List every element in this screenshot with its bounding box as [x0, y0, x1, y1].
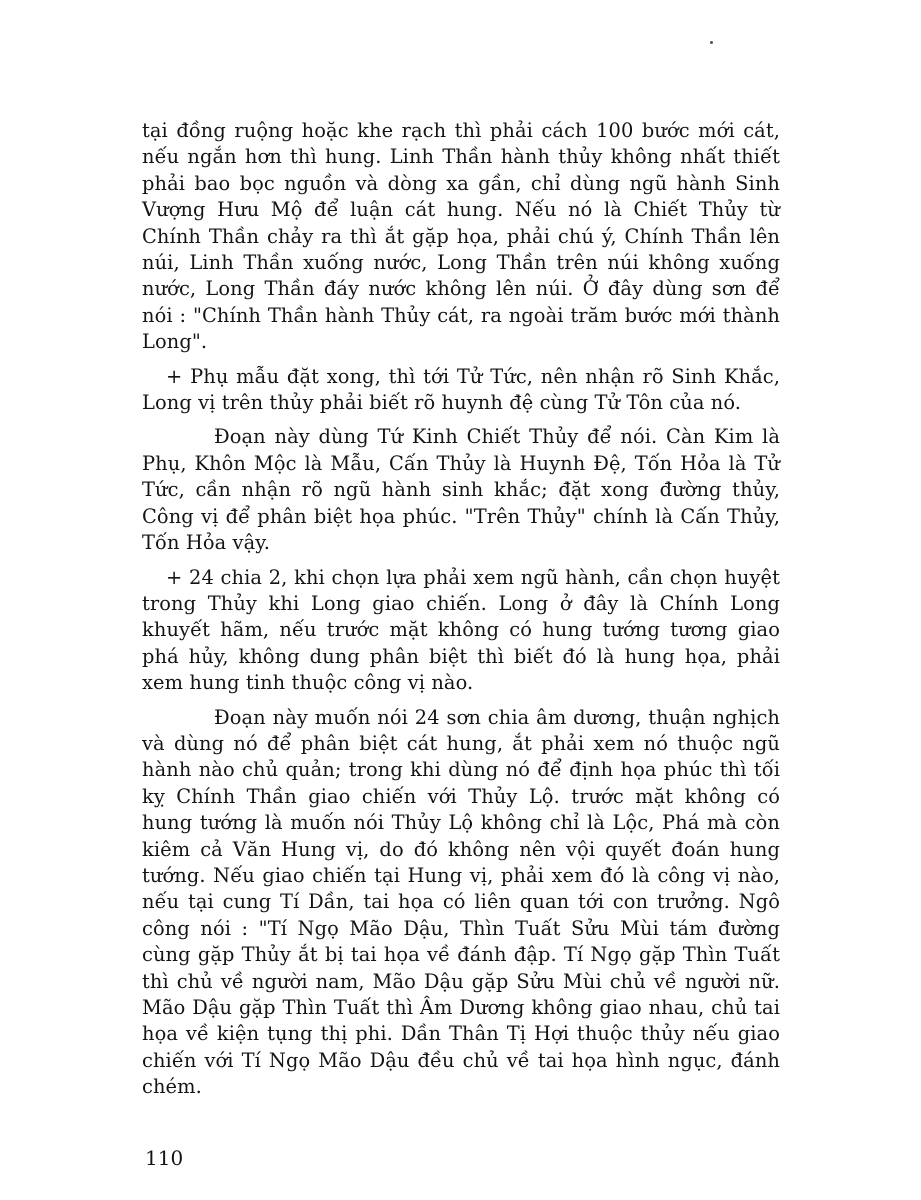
paragraph-commentary-four-directions: Đoạn này dùng Tứ Kinh Chiết Thủy để nói. Càn Kim là Phụ, Khôn Mộc là Mẫu, Cấn Thủy là Huynh Đệ, Tốn Hỏa là Tử Tức, cần nhận rõ ngũ hành sinh khắc; đặt xong đường thủy, Công vị để phân biệt họa phúc. "Trên Thủy" chính là Cấn Thủy, Tốn Hỏa vậy.: [142, 425, 780, 555]
paragraph-commentary-yin-yang: Đoạn này muốn nói 24 sơn chia âm dương, thuận nghịch và dùng nó để phân biệt cát hung, ắt phải xem nó thuộc ngũ hành nào chủ quản; trong khi dùng nó để định họa phúc thì tối kỵ Chính Thần giao chiến với Thủy Lộ. trước mặt không có hung tướng là muốn nói Thủy Lộ không chỉ là Lộc, Phá mà còn kiêm cả Văn Hung vị, do đó không nên vội quyết đoán hung tướng. Nếu giao chiến tại Hung vị, phải xem đó là công vị nào, nếu tại cung Tí Dần, tai họa có liên quan tới con trưởng. Ngô công nói : "Tí Ngọ Mão Dậu, Thìn Tuất Sửu Mùi tám đường cùng gặp Thủy ắt bị tai họa về đánh đập. Tí Ngọ gặp Thìn Tuất thì chủ về người nam, Mão Dậu gặp Sửu Mùi chủ về người nữ. Mão Dậu gặp Thìn Tuất thì Âm Dương không giao nhau, chủ tai họa về kiện tụng thị phi. Dần Thân Tị Hợi thuộc thủy nếu giao chiến với Tí Ngọ Mão Dậu đều chủ về tai họa hình ngục, đánh chém.: [142, 705, 780, 1099]
paragraph-verse-parents: + Phụ mẫu đặt xong, thì tới Tử Tức, nên nhận rõ Sinh Khắc, Long vị trên thủy phải biết rõ huynh đệ cùng Tử Tôn của nó.: [142, 364, 780, 415]
paragraph-verse-twenty-four: + 24 chia 2, khi chọn lựa phải xem ngũ hành, cần chọn huyệt trong Thủy khi Long giao chiến. Long ở đây là Chính Long khuyết hãm, nếu trước mặt không có hung tướng tương giao phá hủy, không dung phân biệt thì biết đó là hung họa, phải xem hung tinh thuộc công vị nào.: [142, 565, 780, 695]
page-number: 110: [145, 1146, 184, 1170]
scan-speck: [710, 41, 713, 44]
body-text: [142, 118, 780, 1101]
paragraph-continuation: tại đồng ruộng hoặc khe rạch thì phải cách 100 bước mới cát, nếu ngắn hơn thì hung. Linh Thần hành thủy không nhất thiết phải bao bọc nguồn và dòng xa gần, chỉ dùng ngũ hành Sinh Vượng Hưu Mộ để luận cát hung. Nếu nó là Chiết Thủy từ Chính Thần chảy ra thì ắt gặp họa, phải chú ý, Chính Thần lên núi, Linh Thần xuống nước, Long Thần trên núi không xuống nước, Long Thần đáy nước không lên núi. Ở đây dùng sơn để nói : "Chính Thần hành Thủy cát, ra ngoài trăm bước mới thành Long".: [142, 119, 780, 354]
